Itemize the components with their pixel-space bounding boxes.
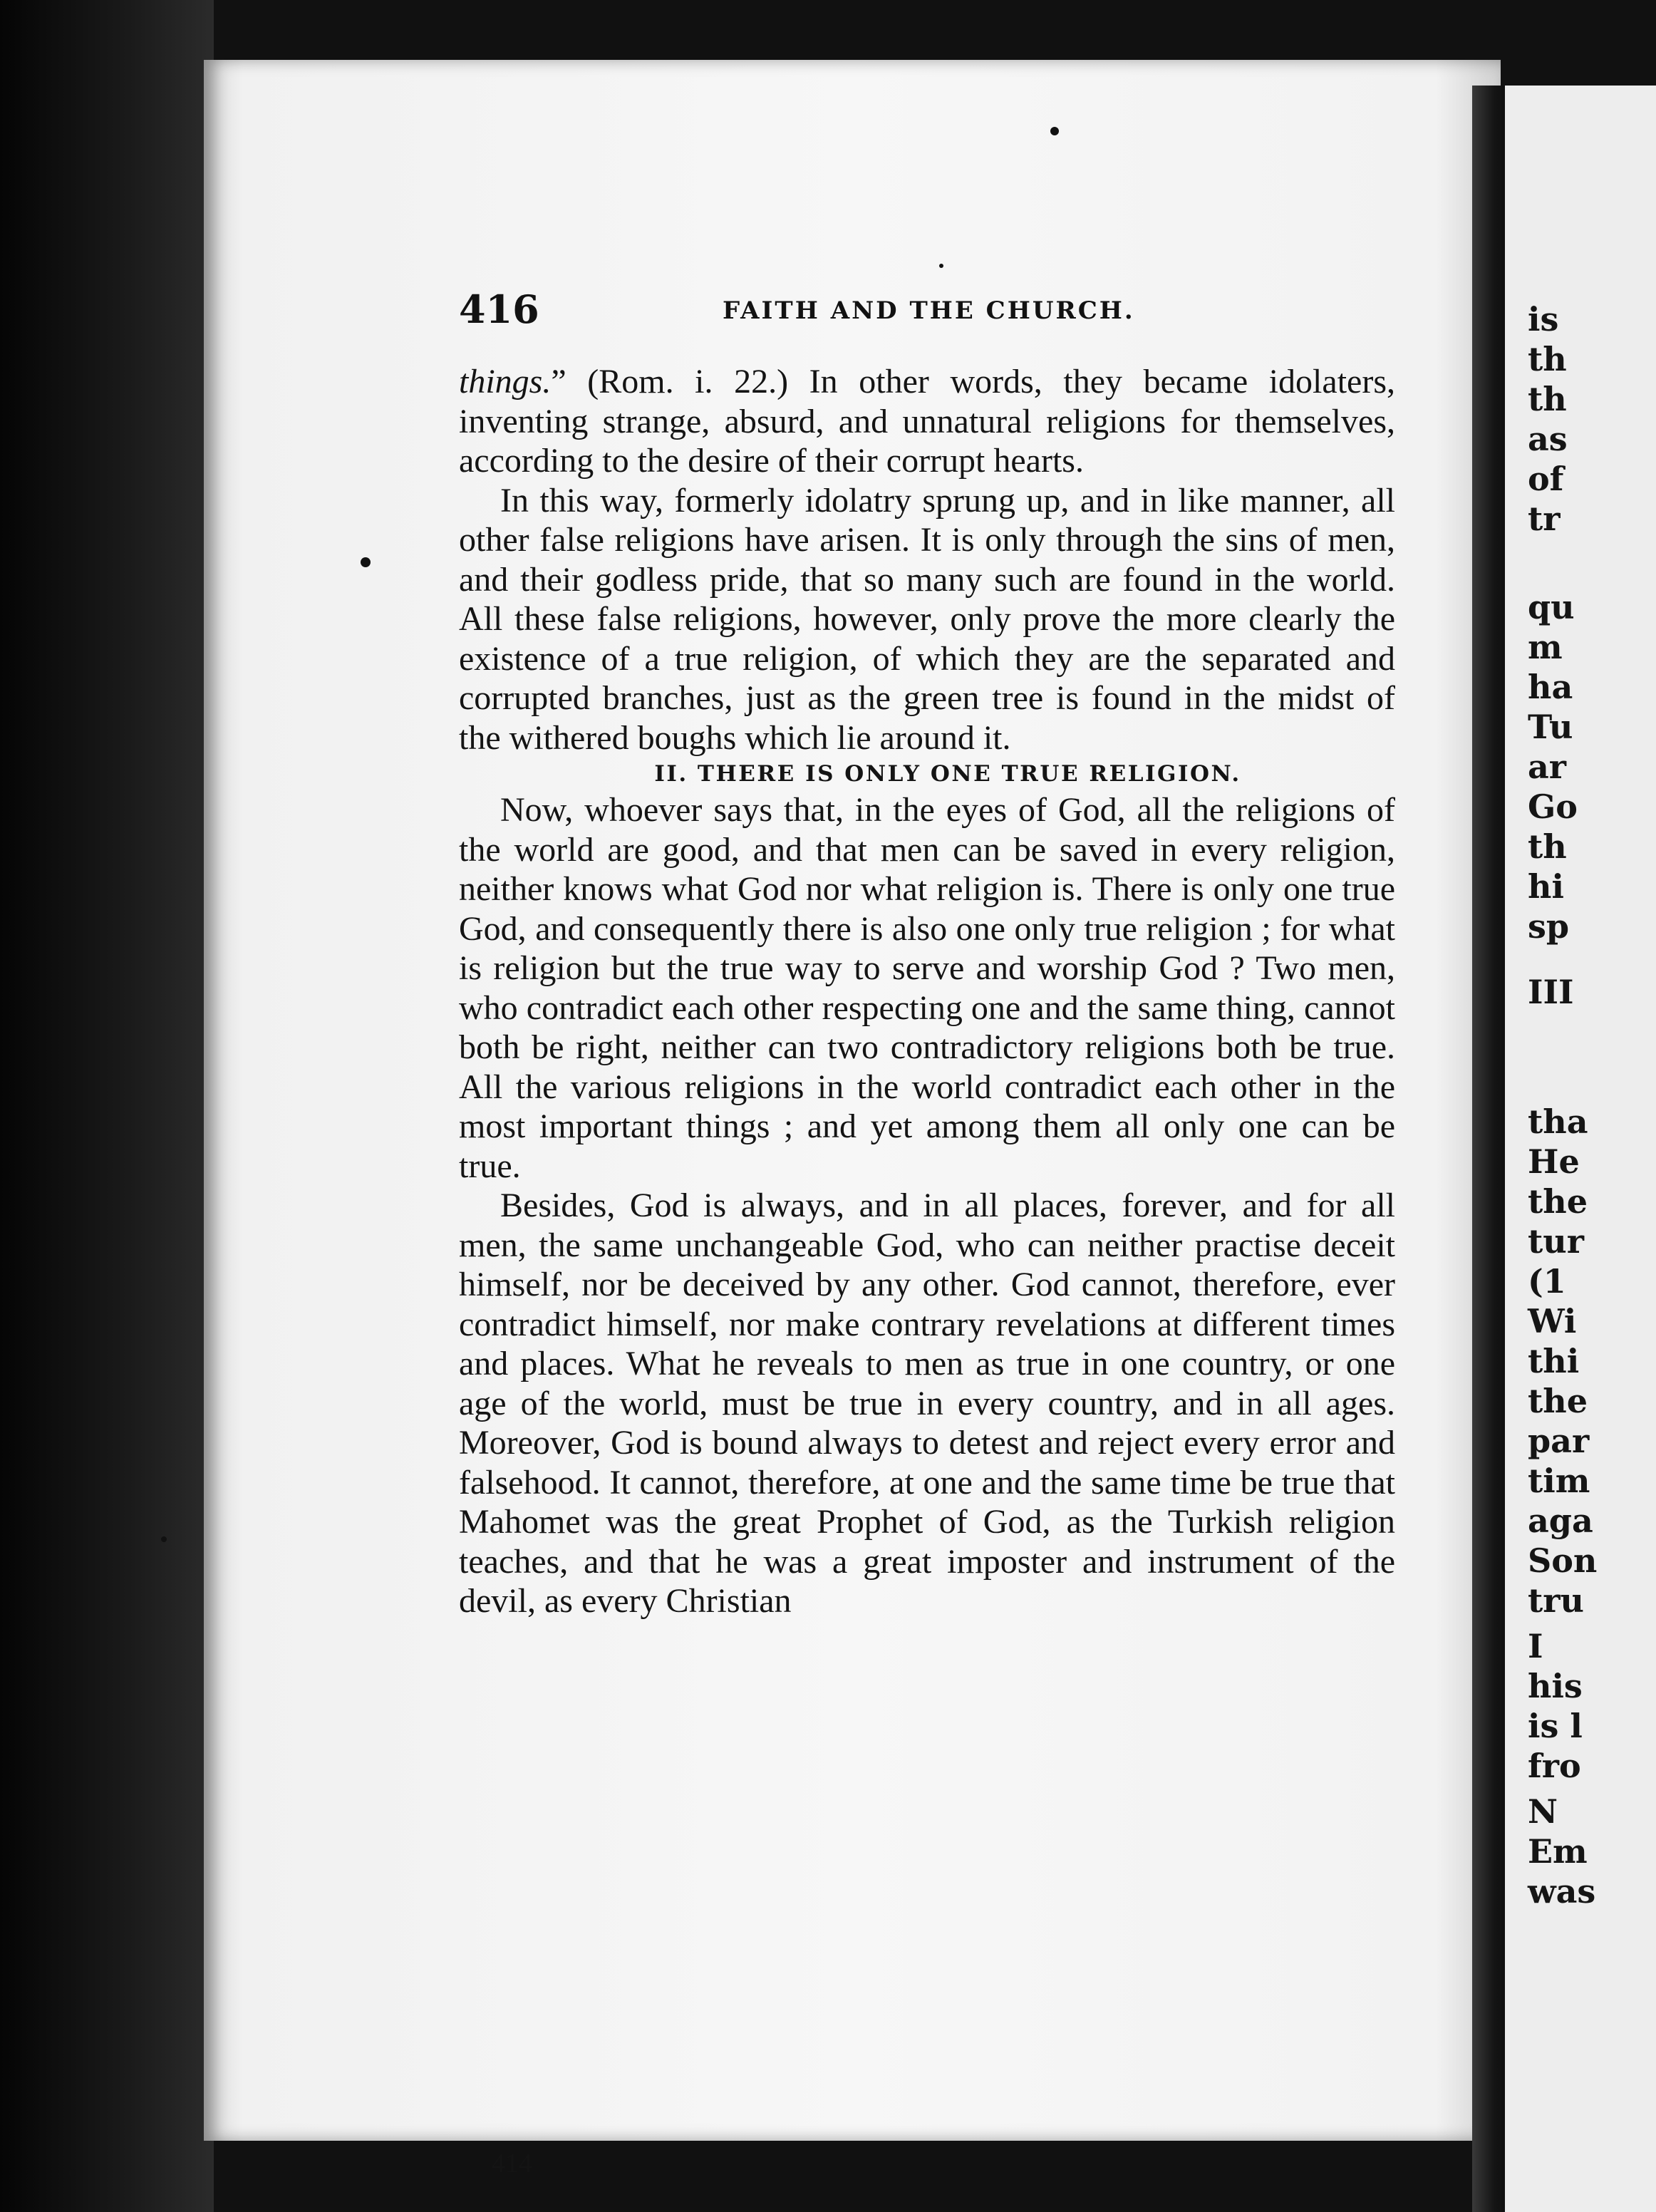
- paragraph-continuation: [459, 362, 1395, 481]
- page-body: [459, 362, 1395, 1621]
- page-number: 416: [459, 286, 539, 332]
- adjacent-page-fragment: thi: [1528, 1342, 1580, 1380]
- running-title: FAITH AND THE CHURCH.: [723, 296, 1135, 325]
- italic-word: things.: [459, 363, 552, 400]
- adjacent-page-fragment: the: [1528, 1382, 1588, 1420]
- paragraph-text: ” (Rom. i. 22.) In other words, they became idolaters, inventing strange, absurd, and unnatural religions for themselves, according to the desire of their corrupt hearts.: [459, 363, 1395, 480]
- dust-speck: [1050, 127, 1059, 135]
- adjacent-page-fragment: hi: [1528, 867, 1564, 906]
- adjacent-page-fragment: tru: [1528, 1581, 1584, 1620]
- adjacent-page-fragment: Em: [1528, 1832, 1588, 1871]
- section-heading: II. THERE IS ONLY ONE TRUE RELIGION.: [654, 761, 1241, 787]
- adjacent-page-fragment: ha: [1528, 668, 1573, 706]
- adjacent-page-fragment: Tu: [1528, 708, 1573, 746]
- paragraph: Now, whoever says that, in the eyes of God, all the religions of the world are good, and that men can be saved in every religion, neither knows what God nor what religion is. There is only one true God, and consequently there is also one only true religion ; for what is religion but the true way to serve and worship God ? Two men, who contradict each other respecting one and the same thing, cannot both be right, neither can two contradictory religions both be true. All the various religions in the world contradict each other in the most important things ; and yet among them all only one can be true.: [459, 791, 1395, 1185]
- adjacent-page-fragment: tur: [1528, 1222, 1584, 1261]
- adjacent-page-fragment: tr: [1528, 500, 1561, 538]
- adjacent-page-fragment: of: [1528, 460, 1564, 498]
- adjacent-page-fragment: the: [1528, 1182, 1588, 1221]
- adjacent-page-fragment: th: [1528, 340, 1567, 378]
- dust-speck: [161, 1536, 167, 1542]
- adjacent-page-fragment: as: [1528, 420, 1568, 458]
- adjacent-page-fragment: is l: [1528, 1707, 1583, 1745]
- adjacent-page-fragment: qu: [1528, 588, 1575, 626]
- paragraph: In this way, formerly idolatry sprung up, and in like manner, all other false religions have arisen. It is only through the sins of men, and their godless pride, that so many such are found in the world. All these false religions, however, only prove the more clearly the existence of a true religion, of which they are the separated and corrupted branches, just as the green tree is found in the midst of the withered boughs which lie around it.: [459, 481, 1395, 757]
- adjacent-page-fragment: tim: [1528, 1462, 1590, 1500]
- dust-speck: [939, 264, 943, 268]
- adjacent-page-edge: [1505, 86, 1656, 2212]
- dust-speck: [361, 557, 371, 567]
- paragraph: Besides, God is always, and in all places, forever, and for all men, the same unchangeable God, who can neither practise deceit himself, nor be deceived by any other. God cannot, therefore, ever contradict himself, nor make contrary revelations at different times and places. What he reveals to men as true in one country, or one age of the world, must be true in every country, and in all ages. Moreover, God is bound always to detest and reject every error and falsehood. It cannot, therefore, at one and the same time be true that Mahomet was the great Prophet of God, as the Turkish religion teaches, and that he was a great imposter and instrument of the devil, as every Christian: [459, 1187, 1395, 1620]
- adjacent-page-fragment: Wi: [1528, 1302, 1577, 1340]
- adjacent-page-fragment: par: [1528, 1422, 1590, 1460]
- adjacent-page-fragment: aga: [1528, 1502, 1593, 1540]
- adjacent-page-fragment: III: [1528, 973, 1574, 1011]
- adjacent-page-fragment: I: [1528, 1627, 1543, 1665]
- adjacent-page-fragment: sp: [1528, 907, 1570, 946]
- adjacent-page-fragment: m: [1528, 628, 1563, 666]
- adjacent-page-fragment: N: [1528, 1792, 1558, 1831]
- adjacent-page-fragment: is: [1528, 300, 1559, 338]
- adjacent-page-fragment: was: [1528, 1872, 1596, 1911]
- dust-speck: [68, 2169, 76, 2176]
- page-header: [459, 286, 1407, 336]
- adjacent-page-fragment: tha: [1528, 1102, 1588, 1141]
- adjacent-page-fragment: fro: [1528, 1747, 1581, 1785]
- adjacent-page-fragment: ar: [1528, 748, 1567, 786]
- bleed-through-text: 414: [492, 2149, 532, 2179]
- adjacent-page-fragment: (1: [1528, 1262, 1566, 1301]
- adjacent-page-fragment: th: [1528, 827, 1567, 866]
- film-margin: [0, 0, 214, 2212]
- adjacent-page-fragment: th: [1528, 380, 1567, 418]
- adjacent-page-fragment: Go: [1528, 787, 1578, 826]
- adjacent-page-fragment: Son: [1528, 1541, 1598, 1580]
- adjacent-page-fragment: his: [1528, 1667, 1583, 1705]
- adjacent-page-fragment: He: [1528, 1142, 1580, 1181]
